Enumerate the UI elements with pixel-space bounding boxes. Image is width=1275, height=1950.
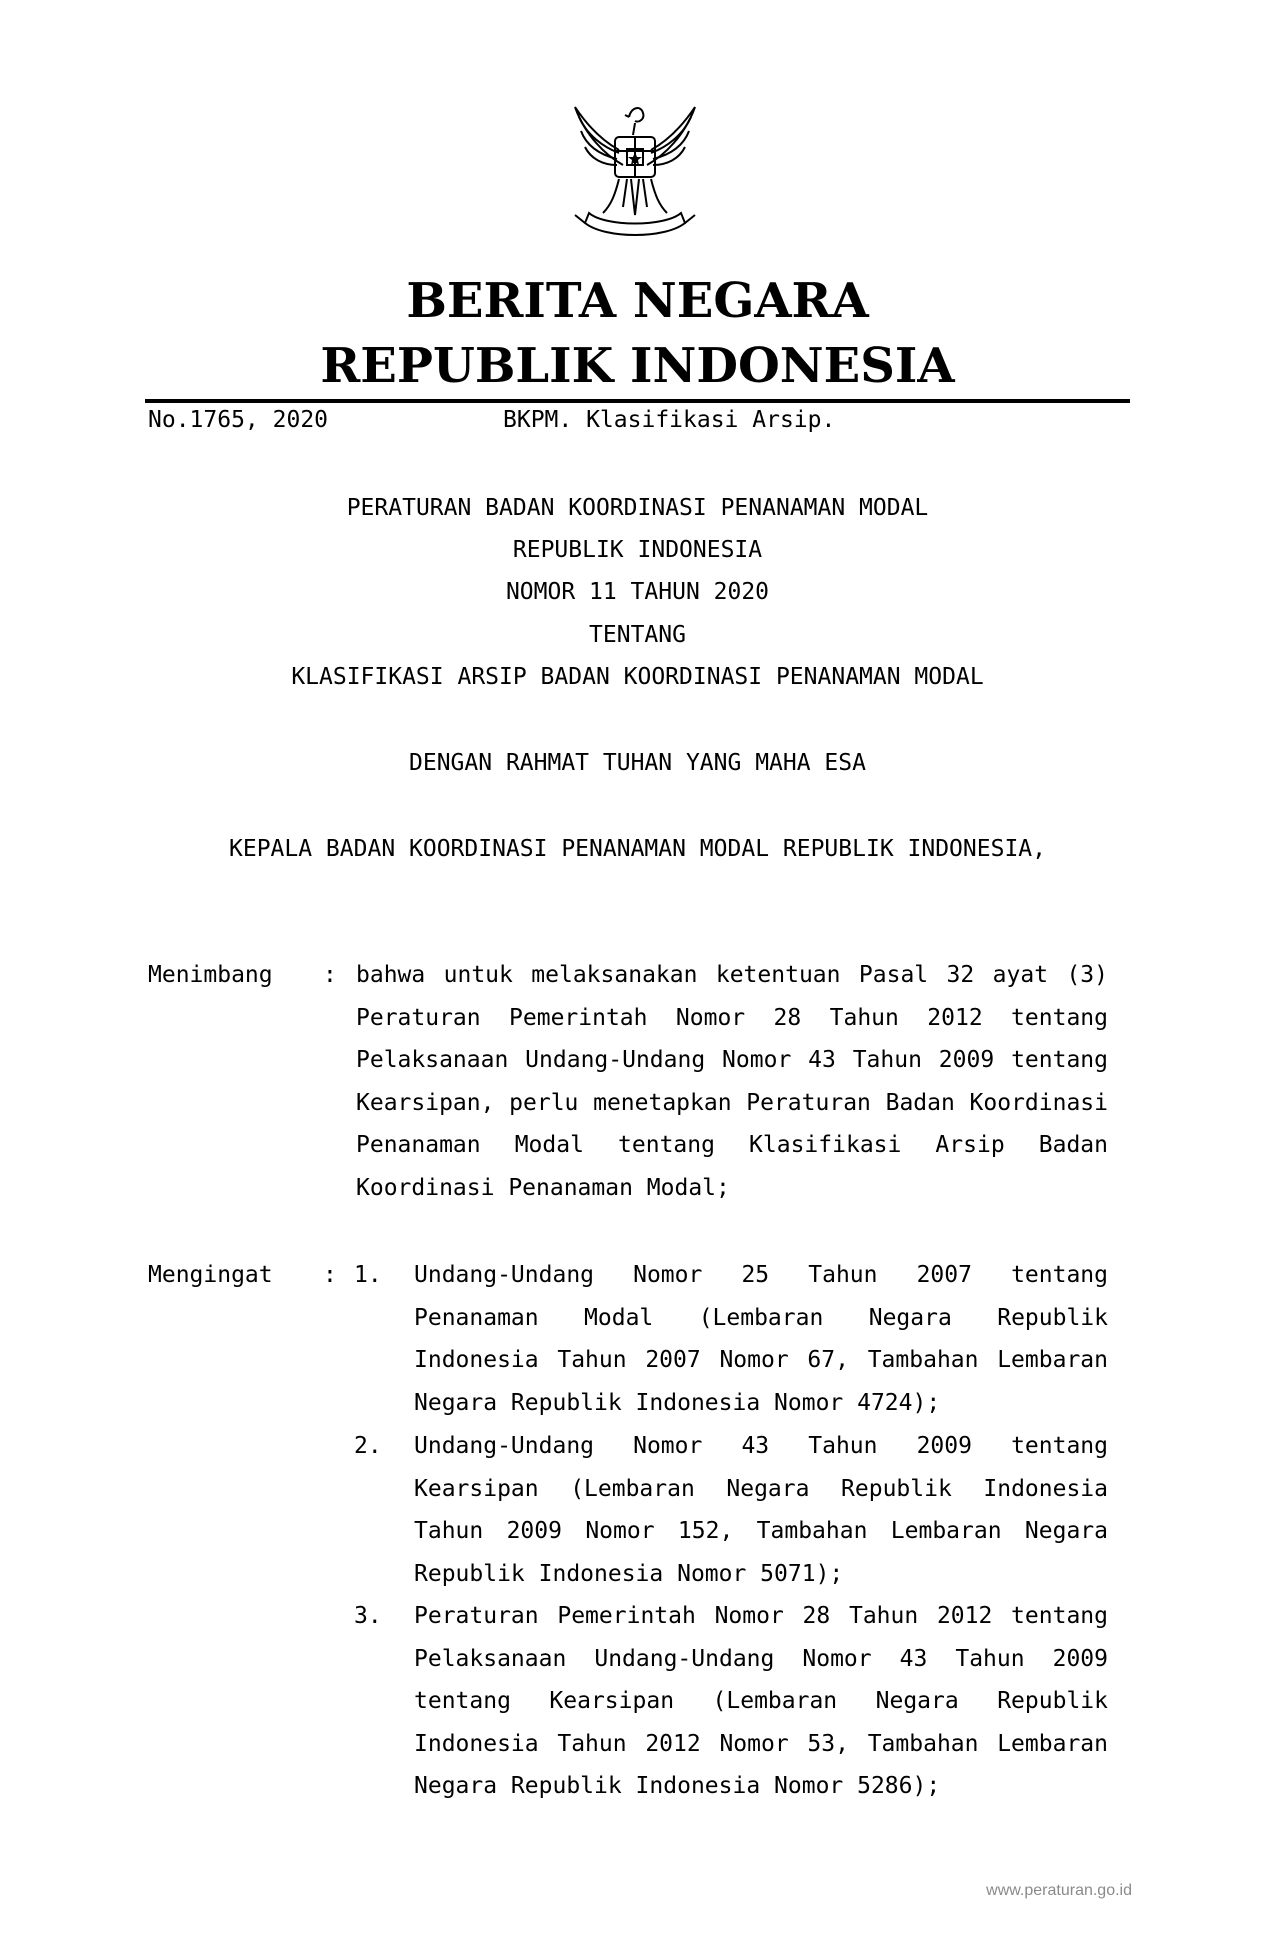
regulation-title-line: PERATURAN BADAN KOORDINASI PENANAMAN MODAL	[346, 495, 929, 521]
footer-url: www.peraturan.go.id	[986, 1882, 1132, 1899]
regulation-title-line: TENTANG	[589, 622, 686, 648]
authority-line: KEPALA BADAN KOORDINASI PENANAMAN MODAL REPUBLIK INDONESIA,	[229, 836, 1046, 862]
regulation-title-line: REPUBLIK INDONESIA	[512, 537, 763, 563]
mengingat-item-number: 1.	[354, 1262, 382, 1288]
mengingat-item-text: Peraturan Pemerintah Nomor 28 Tahun 2012 tentang Pelaksanaan Undang-Undang Nomor 43 Tahun 2009 tentang Kearsipan (Lembaran Negara Republik Indonesia Tahun 2012 Nomor 53, Tambahan Lembaran Negara Republik Indonesia Nomor 5286);	[414, 1603, 1108, 1800]
regulation-title-line: NOMOR 11 TAHUN 2020	[505, 579, 770, 605]
masthead-title-line1: BERITA NEGARA	[406, 273, 869, 329]
mengingat-colon: :	[323, 1262, 337, 1288]
masthead-divider	[145, 399, 1130, 403]
menimbang-colon: :	[323, 962, 337, 988]
garuda-emblem-icon	[545, 95, 725, 255]
mengingat-label: Mengingat	[148, 1262, 273, 1288]
masthead-title-line2: REPUBLIK INDONESIA	[320, 338, 955, 394]
gazette-subject: BKPM. Klasifikasi Arsip.	[503, 407, 836, 433]
menimbang-label: Menimbang	[148, 962, 273, 988]
mengingat-item-text: Undang-Undang Nomor 43 Tahun 2009 tentang Kearsipan (Lembaran Negara Republik Indonesia Tahun 2009 Nomor 152, Tambahan Lembaran Negara Republik Indonesia Nomor 5071);	[414, 1433, 1108, 1587]
mengingat-item-number: 2.	[354, 1433, 382, 1459]
gazette-number: No.1765, 2020	[148, 407, 329, 433]
menimbang-text: bahwa untuk melaksanakan ketentuan Pasal 32 ayat (3) Peraturan Pemerintah Nomor 28 Tahun 2012 tentang Pelaksanaan Undang-Undang Nomor 43 Tahun 2009 tentang Kearsipan, perlu menetapkan Peraturan Badan Koordinasi Penanaman Modal tentang Klasifikasi Arsip Badan Koordinasi Penanaman Modal;	[356, 962, 1108, 1201]
mengingat-item-number: 3.	[354, 1603, 382, 1629]
mengingat-item-text: Undang-Undang Nomor 25 Tahun 2007 tentang Penanaman Modal (Lembaran Negara Republik Indonesia Tahun 2007 Nomor 67, Tambahan Lembaran Negara Republik Indonesia Nomor 4724);	[414, 1262, 1108, 1416]
blessing-line: DENGAN RAHMAT TUHAN YANG MAHA ESA	[409, 750, 866, 776]
regulation-title-line: KLASIFIKASI ARSIP BADAN KOORDINASI PENANAMAN MODAL	[291, 664, 984, 690]
